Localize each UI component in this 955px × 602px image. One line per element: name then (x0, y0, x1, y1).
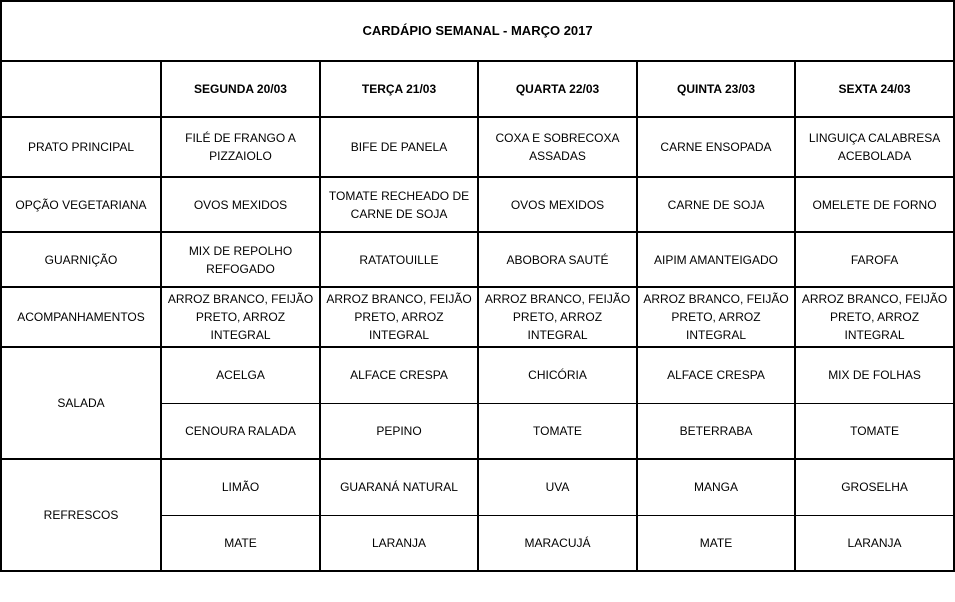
menu-cell: BETERRABA (637, 403, 795, 459)
menu-cell: CARNE ENSOPADA (637, 117, 795, 177)
row-guarnicao (1, 232, 954, 287)
column-header-terca: TERÇA 21/03 (320, 61, 478, 117)
menu-cell: MIX DE REPOLHO REFOGADO (161, 232, 320, 287)
menu-cell: MATE (637, 515, 795, 571)
row-salada-1 (1, 347, 954, 403)
menu-cell: CHICÓRIA (478, 347, 637, 403)
menu-cell: ALFACE CRESPA (320, 347, 478, 403)
title-row (1, 1, 954, 61)
menu-cell: MIX DE FOLHAS (795, 347, 954, 403)
menu-cell: ARROZ BRANCO, FEIJÃO PRETO, ARROZ INTEGRAL (795, 287, 954, 347)
row-refrescos-1 (1, 459, 954, 515)
menu-cell: LINGUIÇA CALABRESA ACEBOLADA (795, 117, 954, 177)
column-header-quarta: QUARTA 22/03 (478, 61, 637, 117)
menu-cell: MARACUJÁ (478, 515, 637, 571)
menu-cell: TOMATE (478, 403, 637, 459)
menu-cell: LARANJA (795, 515, 954, 571)
row-label-guarnicao: GUARNIÇÃO (1, 232, 161, 287)
corner-cell (1, 61, 161, 117)
menu-cell: ALFACE CRESPA (637, 347, 795, 403)
row-prato-principal (1, 117, 954, 177)
menu-cell: OMELETE DE FORNO (795, 177, 954, 232)
menu-cell: ARROZ BRANCO, FEIJÃO PRETO, ARROZ INTEGRAL (637, 287, 795, 347)
menu-cell: LARANJA (320, 515, 478, 571)
page-title: CARDÁPIO SEMANAL - MARÇO 2017 (1, 1, 954, 61)
menu-cell: ARROZ BRANCO, FEIJÃO PRETO, ARROZ INTEGRAL (478, 287, 637, 347)
column-header-sexta: SEXTA 24/03 (795, 61, 954, 117)
menu-cell: UVA (478, 459, 637, 515)
menu-cell: CENOURA RALADA (161, 403, 320, 459)
menu-cell: AIPIM AMANTEIGADO (637, 232, 795, 287)
column-header-segunda: SEGUNDA 20/03 (161, 61, 320, 117)
column-header-quinta: QUINTA 23/03 (637, 61, 795, 117)
row-opcao-vegetariana (1, 177, 954, 232)
menu-cell: LIMÃO (161, 459, 320, 515)
menu-cell: OVOS MEXIDOS (161, 177, 320, 232)
menu-cell: FAROFA (795, 232, 954, 287)
menu-cell: COXA E SOBRECOXA ASSADAS (478, 117, 637, 177)
menu-cell: OVOS MEXIDOS (478, 177, 637, 232)
menu-cell: GROSELHA (795, 459, 954, 515)
row-label-refrescos: REFRESCOS (1, 459, 161, 571)
row-label-prato-principal: PRATO PRINCIPAL (1, 117, 161, 177)
menu-cell: PEPINO (320, 403, 478, 459)
menu-cell: BIFE DE PANELA (320, 117, 478, 177)
menu-cell: TOMATE (795, 403, 954, 459)
menu-cell: RATATOUILLE (320, 232, 478, 287)
menu-cell: ACELGA (161, 347, 320, 403)
row-label-acompanhamentos: ACOMPANHAMENTOS (1, 287, 161, 347)
menu-cell: ARROZ BRANCO, FEIJÃO PRETO, ARROZ INTEGRAL (161, 287, 320, 347)
menu-cell: CARNE DE SOJA (637, 177, 795, 232)
menu-cell: MATE (161, 515, 320, 571)
menu-cell: TOMATE RECHEADO DE CARNE DE SOJA (320, 177, 478, 232)
menu-cell: MANGA (637, 459, 795, 515)
row-acompanhamentos (1, 287, 954, 347)
row-label-opcao-vegetariana: OPÇÃO VEGETARIANA (1, 177, 161, 232)
menu-cell: ARROZ BRANCO, FEIJÃO PRETO, ARROZ INTEGRAL (320, 287, 478, 347)
header-row (1, 61, 954, 117)
menu-cell: FILÉ DE FRANGO A PIZZAIOLO (161, 117, 320, 177)
menu-cell: ABOBORA SAUTÉ (478, 232, 637, 287)
row-label-salada: SALADA (1, 347, 161, 459)
menu-cell: GUARANÁ NATURAL (320, 459, 478, 515)
